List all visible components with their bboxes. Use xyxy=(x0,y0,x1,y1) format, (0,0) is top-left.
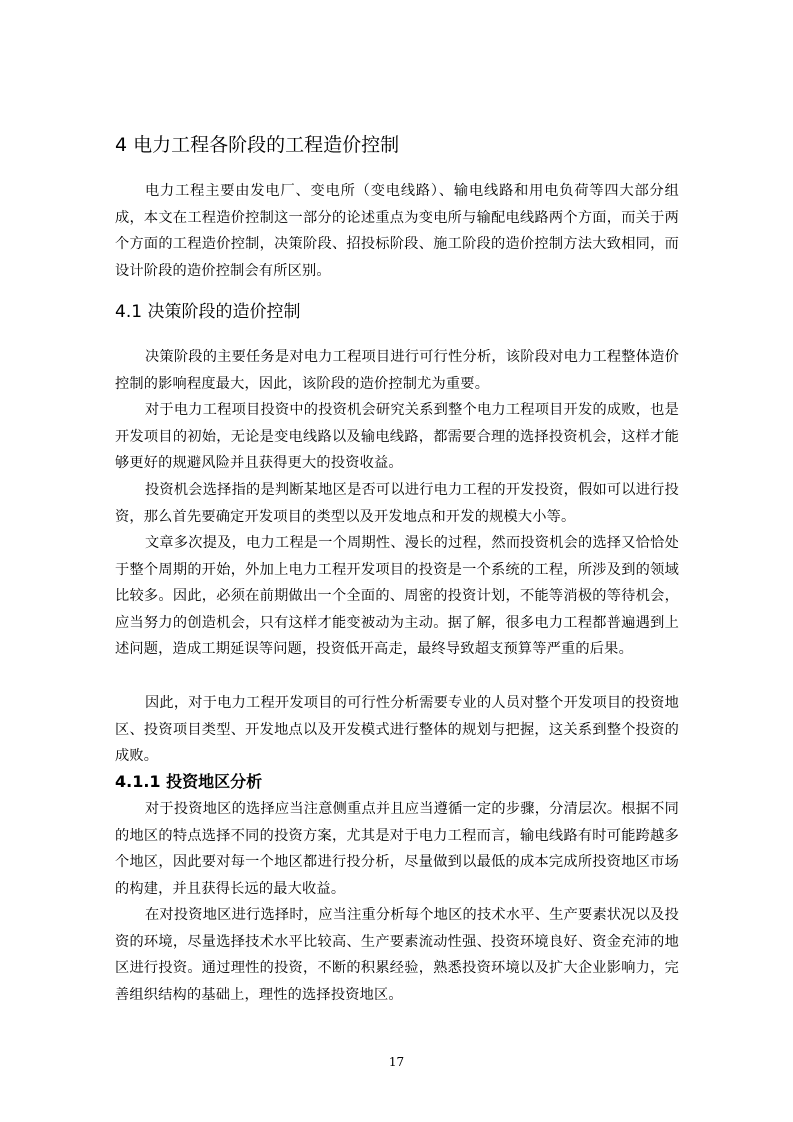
paragraph: 在对投资地区进行选择时，应当注重分析每个地区的技术水平、生产要素状况以及投资的环境，尽量选择技术水平比较高、生产要素流动性强、投资环境良好、资金充沛的地区进行投资。通过理性的投资，不断的积累经验，熟悉投资环境以及扩大企业影响力，完善组织结构的基础上，理性的选择投资地区。 xyxy=(115,907,679,1003)
intro-paragraph: 电力工程主要由发电厂、变电所（变电线路）、输电线路和用电负荷等四大部分组成，本文在工程造价控制这一部分的论述重点为变电所与输配电线路两个方面，而关于两个方面的工程造价控制，决策阶段、招投标阶段、施工阶段的造价控制方法大致相同，而设计阶段的造价控制会有所区别。 xyxy=(115,183,679,279)
section-heading-4-1: 4.1 决策阶段的造价控制 xyxy=(115,302,301,322)
paragraph: 投资机会选择指的是判断某地区是否可以进行电力工程的开发投资，假如可以进行投资，那么首先要确定开发项目的类型以及开发地点和开发的规模大小等。 xyxy=(115,482,679,525)
page-number: 17 xyxy=(388,1055,405,1069)
paragraph: 对于电力工程项目投资中的投资机会研究关系到整个电力工程项目开发的成败，也是开发项目的初始，无论是变电线路以及输电线路，都需要合理的选择投资机会，这样才能够更好的规避风险并且获得更大的投资收益。 xyxy=(115,402,679,471)
paragraph: 因此，对于电力工程开发项目的可行性分析需要专业的人员对整个开发项目的投资地区、投资项目类型、开发地点以及开发模式进行整体的规划与把握，这关系到整个投资的成败。 xyxy=(115,695,679,764)
chapter-heading: 4 电力工程各阶段的工程造价控制 xyxy=(115,134,400,156)
paragraph: 对于投资地区的选择应当注意侧重点并且应当遵循一定的步骤，分清层次。根据不同的地区的特点选择不同的投资方案，尤其是对于电力工程而言，输电线路有时可能跨越多个地区，因此要对每一个地区都进行投分析，尽量做到以最低的成本完成所投资地区市场的构建，并且获得长远的最大收益。 xyxy=(115,801,679,897)
paragraph: 决策阶段的主要任务是对电力工程项目进行可行性分析，该阶段对电力工程整体造价控制的影响程度最大，因此，该阶段的造价控制尤为重要。 xyxy=(115,349,679,392)
subsection-heading-4-1-1: 4.1.1 投资地区分析 xyxy=(115,772,263,791)
paragraph: 文章多次提及，电力工程是一个周期性、漫长的过程，然而投资机会的选择又恰恰处于整个周期的开始，外加上电力工程开发项目的投资是一个系统的工程，所涉及到的领域比较多。因此，必须在前期做出一个全面的、周密的投资计划，不能等消极的等待机会，应当努力的创造机会，只有这样才能变被动为主动。据了解，很多电力工程都普遍遇到上述问题，造成工期延误等问题，投资低开高走，最终导致超支预算等严重的后果。 xyxy=(115,535,679,657)
